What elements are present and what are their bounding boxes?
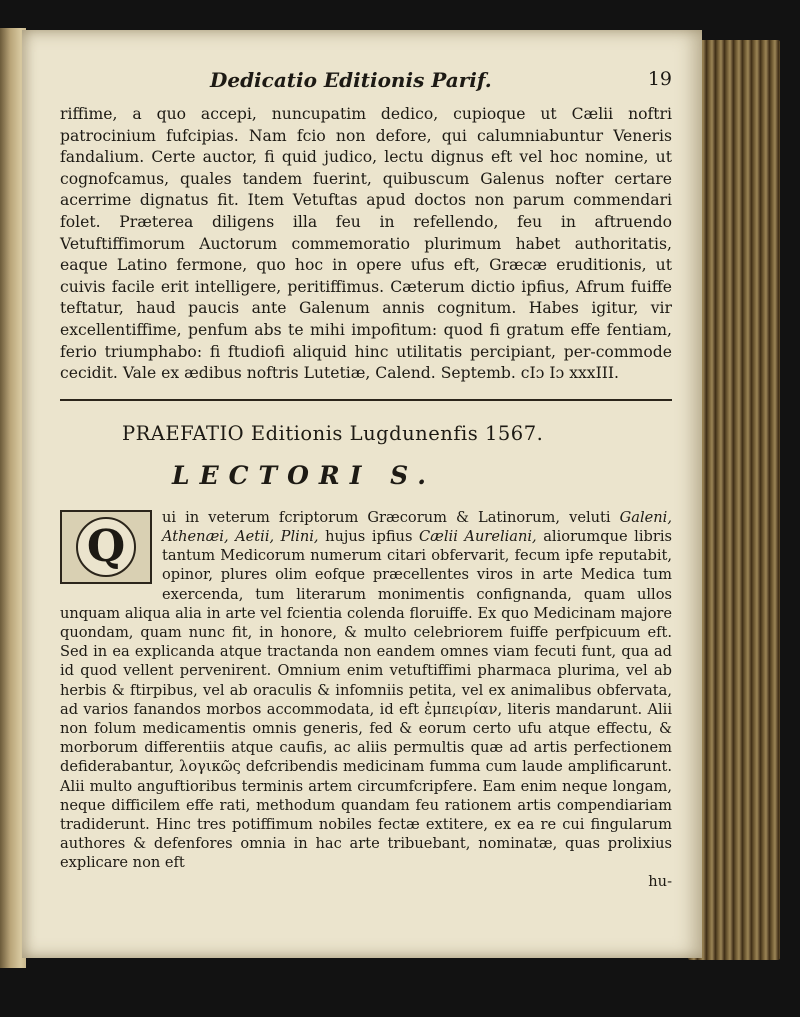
preface-section (60, 508, 672, 891)
page-text-block (60, 68, 672, 891)
book-page (22, 30, 702, 958)
preface-text-start: ui in veterum fcriptorum Græcorum & Latinorum, veluti (162, 508, 620, 526)
lectori-heading: LECTORI S. (172, 460, 436, 490)
preface-author-caelius: Cælii Aureliani, (418, 527, 537, 545)
preface-author-names: Galeni, Athenæi, Aetii, Plini, (162, 508, 672, 545)
decorated-initial (60, 510, 152, 584)
dedication-paragraph: riffime, a quo accepi, nuncupatim dedico, cupioque ut Cælii noftri patrocinium fufcipias. Nam fcio non defore, qui calumniabuntur Veneris fandalium. Certe auctor, fi quid judico, lectu dignus eft vel hoc nomine, ut cognofcamus, quales tandem fuerint, quibuscum Galenus nofter certare acerrime dignatus fit. Item Vetuftas apud doctos non parum commendari folet. Præterea diligens illa feu in refellendo, feu in aftruendo Vetuftiffimorum Auctorum commemoratio plurimum habet authoritatis, eaque Latino fermone, quo hoc in opere ufus eft, Græcæ eruditionis, ut cuivis facile erit intelligere, peritiffimus. Cæterum dictio ipfius, Afrum fuiffe teftatur, haud paucis ante Galenum annis cognitum. Habes igitur, vir excellentiffime, penfum abs te mihi impofitum: quod fi gratum effe fentiam, ferio triumphabo: fi ftudiofi aliquid hinc utilitatis percipiant, per-commode cecidit. Vale ex ædibus noftris Lutetiæ, Calend. Septemb. cIɔ Iɔ xxxIII. (60, 105, 672, 383)
preface-text-mid: hujus ipfius (318, 527, 419, 545)
catchword: hu- (648, 872, 672, 890)
running-title: Dedicatio Editionis Parif. (210, 68, 492, 92)
initial-letter: Q (76, 517, 136, 577)
preface-text-rest: aliorumque libris tantum Medicorum numerum citari obfervarit, fecum ipfe reputabit, opinor, plures olim eofque præcellentes viros in arte Medica tum exercenda, tum literarum monimentis confignanda, quam ullos unquam aliqua alia in arte vel fcientia colenda floruiffe. Ex quo Medicinam majore quondam, quam nunc fit, in honore, & multo celebriorem fuiffe perfpicuum eft. Sed in ea explicanda atque tractanda non eandem omnes viam fecuti funt, qua ad id quod vellent pervenirent. Omnium enim vetuftiffimi pharmaca plurima, vel ab herbis & ftirpibus, vel ab oraculis & infomniis petita, vel ex animalibus obfervata, ad varios fanandos morbos accommodata, id eft ἐμπειρίαν, literis mandarunt. Alii non folum medicamentis omnis generis, fed & eorum certo ufu atque effectu, & morborum differentiis atque caufis, ac aliis permultis quæ ad artis perfectionem defiderabantur, λογικῶς defcribendis medicinam fumma cum laude amplificarunt. Alii multo anguftioribus terminis artem circumfcripfere. Eam enim neque longam, neque difficilem effe rati, methodum quandam feu rationem artis compendiariam tradiderunt. Hinc tres potiffimum nobiles fectæ extitere, ex ea re cui fingularum authores & defenfores omnia in hac arte tribuebant, nominatæ, quas prolixius explicare non eft (60, 527, 672, 872)
preface-title: PRAEFATIO Editionis Lugdunenfis 1567. (122, 421, 544, 445)
section-divider (60, 399, 672, 401)
running-head (60, 68, 672, 104)
page-number: 19 (647, 68, 672, 90)
